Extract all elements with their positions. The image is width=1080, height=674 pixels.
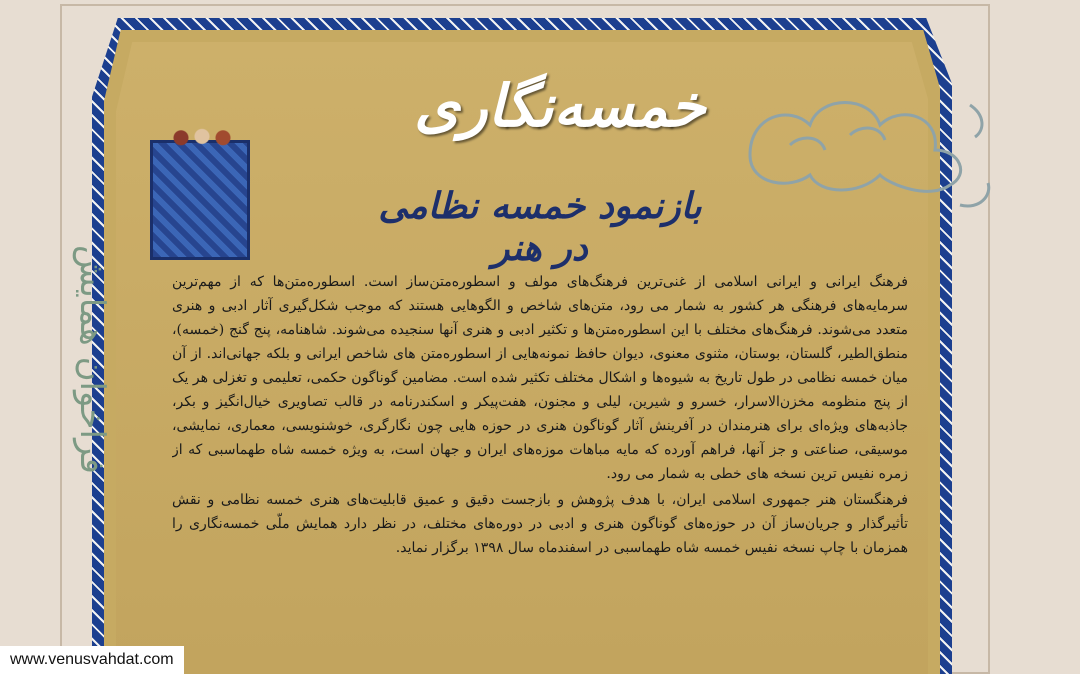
- paragraph-1: فرهنگ ایرانی و ایرانی اسلامی از غنی‌ترین فرهنگ‌های مولف و اسطوره‌متن‌ساز است. اسطوره‌متن‌ها که از مهم‌ترین سرمایه‌های فرهنگی هر کشور به شمار می رود، متن‌های شاخص و الگوهایی هستند که موجب شکل‌گیری آثار ادبی و هنری متعدد می‌شوند. فرهنگ‌های مختلف با این اسطوره‌متن‌ها و تکثیر ادبی و هنری آنها سنجیده می‌شوند. شاهنامه، پنج گنج (خمسه)، منطق‌الطیر، گلستان، بوستان، مثنوی معنوی، دیوان حافظ نمونه‌هایی از اسطوره‌متن های شاخص ایرانی و بلکه جهانی‌اند. از آن میان خمسه نظامی در طول تاریخ به شیوه‌ها و اشکال مختلف تکثیر شده است. مضامین گوناگون حکمی، تعلیمی و تغزلی هر یک از پنج منظومه مخزن‌الاسرار، خسرو و شیرین، لیلی و مجنون، هفت‌پیکر و اسکندرنامه در قالب تصاویری خیال‌انگیز و بکر، جاذبه‌های ویژه‌ای برای هنرمندان در آفرینش آثار گوناگون هنری در حوزه هایی چون نگارگری، خوشنویسی، معماری، نمایشی، موسیقی، صناعتی و جز آنها، فراهم آورده که مایه مباهات موزه‌های ایران و جهان است، به ویژه خمسه شاه طهماسبی که از زمره نفیس ترین نسخه های خطی به شمار می رود.: [172, 274, 908, 482]
- paragraph-2: فرهنگستان هنر جمهوری اسلامی ایران، با هدف پژوهش و بازجست دقیق و عمیق قابلیت‌های هنری خمسه نظامی و نقش تأثیرگذار و جریان‌ساز آن در حوزه‌های گوناگون هنری و ادبی در دوره‌های مختلف، در نظر دارد همایش ملّی خمسه‌نگاری را همزمان با چاپ نسخه نفیس خمسه شاه طهماسبی در اسفندماه سال ۱۳۹۸ برگزار نماید.: [172, 492, 908, 556]
- cloud-ornament: [730, 65, 1000, 235]
- body-text: [172, 270, 908, 665]
- page-subtitle: بازنمود خمسه نظامی در هنر: [378, 185, 702, 269]
- page-title: خمسه‌نگاری: [414, 72, 706, 140]
- website-watermark: www.venusvahdat.com: [0, 646, 184, 674]
- side-label: فراخوان همایش: [72, 245, 112, 475]
- miniature-painting: [150, 140, 250, 260]
